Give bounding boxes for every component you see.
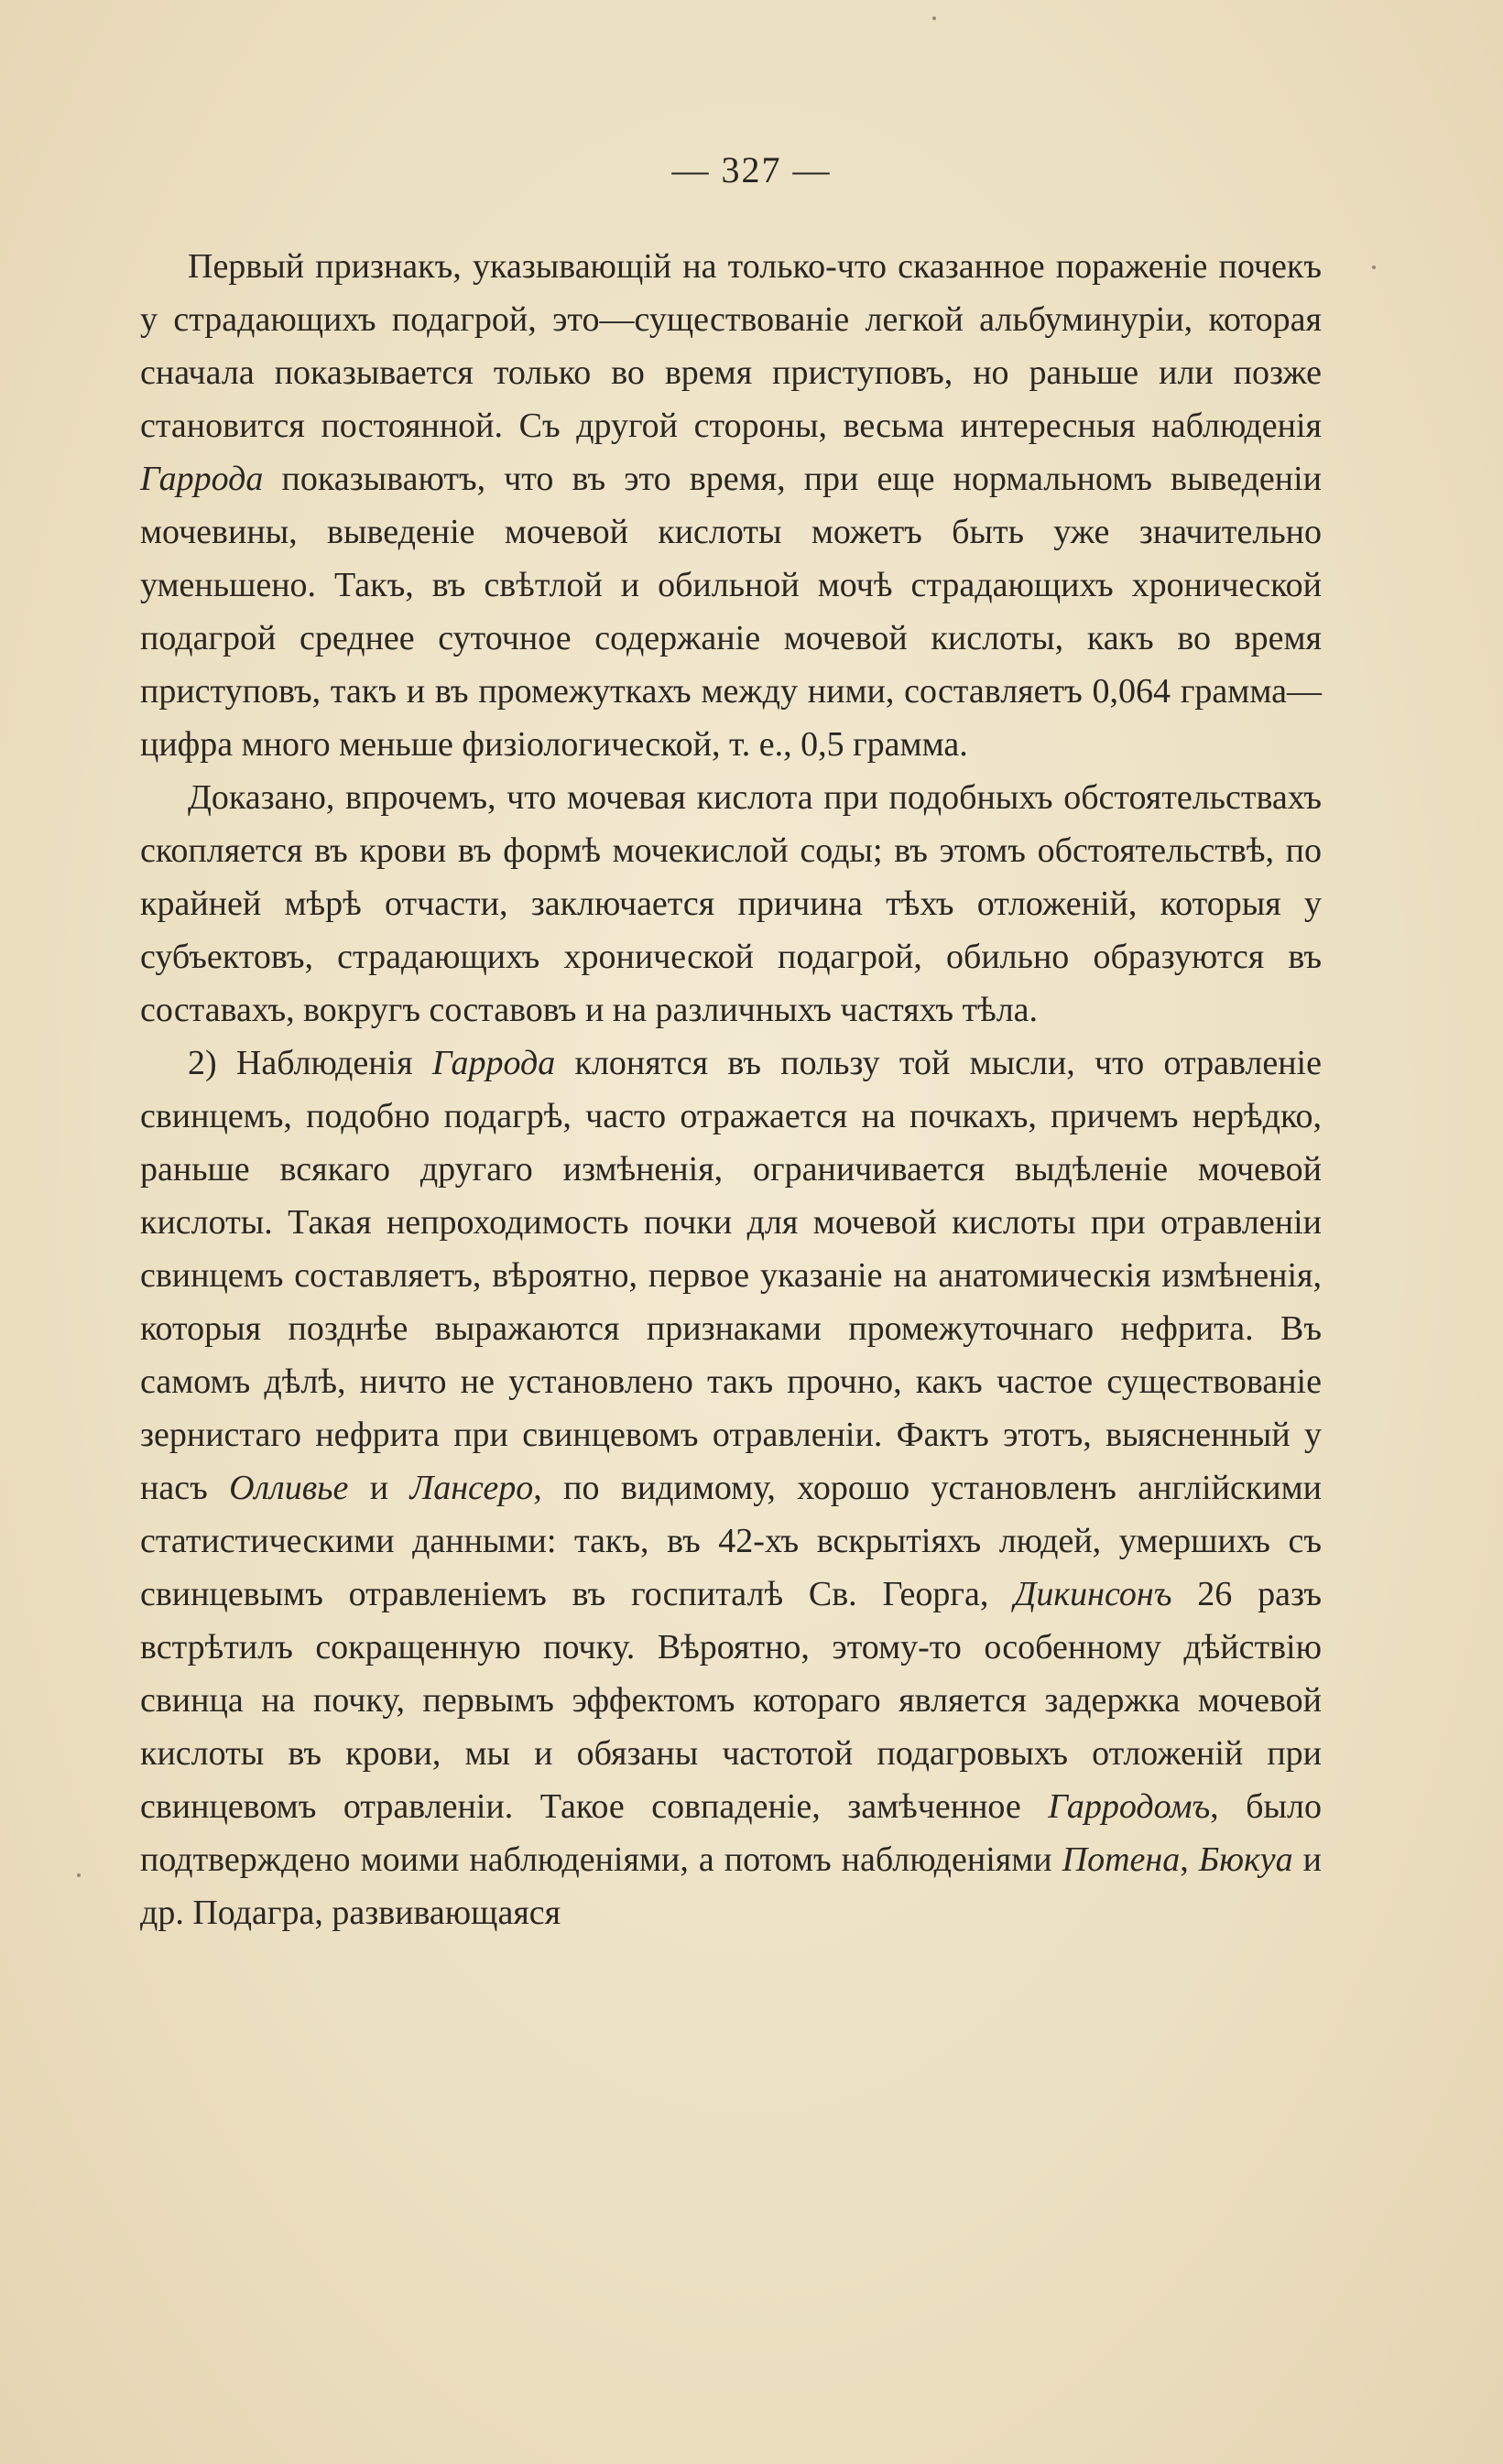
paper-speck (1372, 266, 1376, 269)
text-segment: Доказано, впрочемъ, что мочевая кислота при подобныхъ обстоятельствахъ скопляется въ крови въ формѣ мочекислой соды; въ этомъ обстоятельствѣ, по крайней мѣрѣ отчасти, заключается причина тѣхъ отложеній, которыя у субъектовъ, страдающихъ хронической подагрой, обильно образуются въ составахъ, вокругъ составовъ и на различныхъ частяхъ тѣла. (140, 778, 1322, 1029)
italic-name: Гаррода (140, 460, 264, 498)
paragraph (140, 1037, 1322, 1939)
italic-name: Лансеро (409, 1469, 534, 1507)
italic-name: Потена (1062, 1840, 1181, 1879)
paper-speck (932, 16, 936, 20)
text-segment: и (348, 1469, 410, 1507)
text-segment: , по видимому, хорошо установленъ англійскими статистическими данными: такъ, въ 42-хъ вскрытіяхъ людей, умершихъ съ свинцевымъ отравленіемъ въ госпиталѣ Св. Георга, (140, 1469, 1322, 1613)
italic-name: Олливье (229, 1469, 349, 1507)
text-segment: , было подтверждено моими наблюденіями, а потомъ наблюденіями (140, 1787, 1322, 1879)
text-segment: и др. Подагра, развивающаяся (140, 1840, 1323, 1932)
text-segment: , (1180, 1840, 1199, 1879)
body-text (140, 240, 1322, 1939)
text-segment: 2) Наблюденія (188, 1044, 432, 1082)
text-segment: показываютъ, что въ это время, при еще нормальномъ выведеніи мочевины, выведеніе мочевой кислоты можетъ быть уже значительно уменьшено. Такъ, въ свѣтлой и обильной мочѣ страдающихъ хронической подагрой среднее суточное содержаніе мочевой кислоты, какъ во время приступовъ, такъ и въ промежуткахъ между ними, составляетъ 0,064 грамма—цифра много меньше физіологической, т. е., 0,5 грамма. (140, 460, 1322, 764)
paragraph (140, 240, 1322, 771)
text-segment: 26 разъ встрѣтилъ сокращенную почку. Вѣроятно, этому-то особенному дѣйствію свинца на почку, первымъ эффектомъ котораго является задержка мочевой кислоты въ крови, мы и обязаны частотой подагровыхъ отложеній при свинцевомъ отравленіи. Такое совпаденіе, замѣченное (140, 1575, 1322, 1826)
text-segment: Первый признакъ, указывающій на только-что сказанное пораженіе почекъ у страдающихъ подагрой, это—существованіе легкой альбуминуріи, которая сначала показывается только во время приступовъ, но раньше или позже становится постоянной. Съ другой стороны, весьма интересныя наблюденія (140, 247, 1322, 445)
paper-speck (77, 1873, 81, 1877)
italic-name: Гаррода (431, 1044, 556, 1082)
italic-name: Дикинсонъ (1014, 1575, 1172, 1613)
paragraph (140, 771, 1322, 1037)
page-number: — 327 — (671, 149, 832, 190)
italic-name: Бюкуа (1198, 1840, 1293, 1879)
italic-name: Гарродомъ (1048, 1787, 1211, 1826)
text-segment: клонятся въ пользу той мысли, что отравленіе свинцемъ, подобно подагрѣ, часто отражается на почкахъ, причемъ нерѣдко, раньше всякаго другаго измѣненія, ограничивается выдѣленіе мочевой кислоты. Такая непроходимость почки для мочевой кислоты при отравленіи свинцемъ составляетъ, вѣроятно, первое указаніе на анатомическія измѣненія, которыя позднѣе выражаются признаками промежуточнаго нефрита. Въ самомъ дѣлѣ, ничто не установлено такъ прочно, какъ частое существованіе зернистаго нефрита при свинцевомъ отравленіи. Фактъ этотъ, выясненный у насъ (140, 1044, 1322, 1507)
